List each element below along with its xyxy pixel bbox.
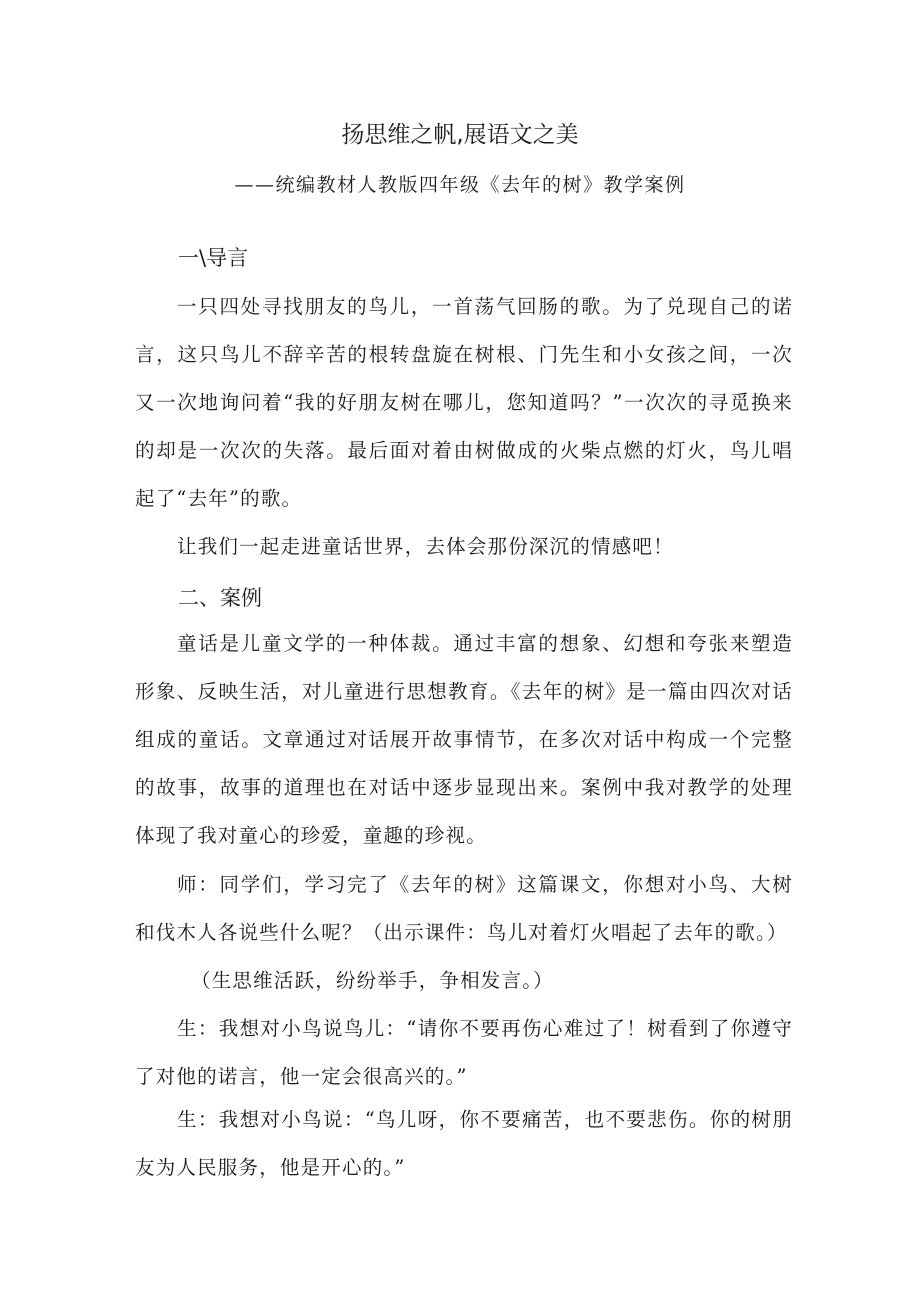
document-subtitle: ——统编教材人教版四年级《去年的树》教学案例 xyxy=(234,174,686,196)
intro-paragraph-1: 一只四处寻找朋友的鸟儿，一首荡气回肠的歌。为了兑现自己的诺言，这只鸟儿不辞辛苦的根转盘旋在树根、门先生和小女孩之间，一次又一次地询问着“我的好朋友树在哪儿，您知道吗？”一次次的寻觅换来的却是一次次的失落。最后面对着由树做成的火柴点燃的灯火，鸟儿唱起了“去年”的歌。 xyxy=(135,295,793,510)
document-title: 扬思维之帆,展语文之美 xyxy=(341,122,579,148)
case-paragraph-students-react: （生思维活跃，纷纷举手，争相发言。） xyxy=(191,969,554,992)
intro-paragraph-2: 让我们一起走进童话世界，去体会那份深沉的情感吧！ xyxy=(177,535,674,558)
case-paragraph-teacher-question: 师：同学们，学习完了《去年的树》这篇课文，你想对小鸟、大树和伐木人各说些什么呢？（出示课件：鸟儿对着灯火唱起了去年的歌。） xyxy=(135,873,793,944)
case-paragraph-student-answer-1: 生：我想对小鸟说鸟儿：“请你不要再伤心难过了！树看到了你遵守了对他的诺言，他一定会很高兴的。” xyxy=(135,1017,793,1088)
case-paragraph-student-answer-2: 生：我想对小鸟说：“鸟儿呀，你不要痛苦，也不要悲伤。你的树朋友为人民服务，他是开心的。” xyxy=(135,1108,793,1179)
case-paragraph-1: 童话是儿童文学的一种体裁。通过丰富的想象、幻想和夸张来塑造形象、反映生活，对儿童进行思想教育。《去年的树》是一篇由四次对话组成的童话。文章通过对话展开故事情节，在多次对话中构成一个完整的故事，故事的道理也在对话中逐步显现出来。案例中我对教学的处理体现了我对童心的珍爱，童趣的珍视。 xyxy=(135,632,793,847)
section-heading-intro: 一\导言 xyxy=(178,246,249,270)
section-heading-case: 二、案例 xyxy=(178,586,262,610)
